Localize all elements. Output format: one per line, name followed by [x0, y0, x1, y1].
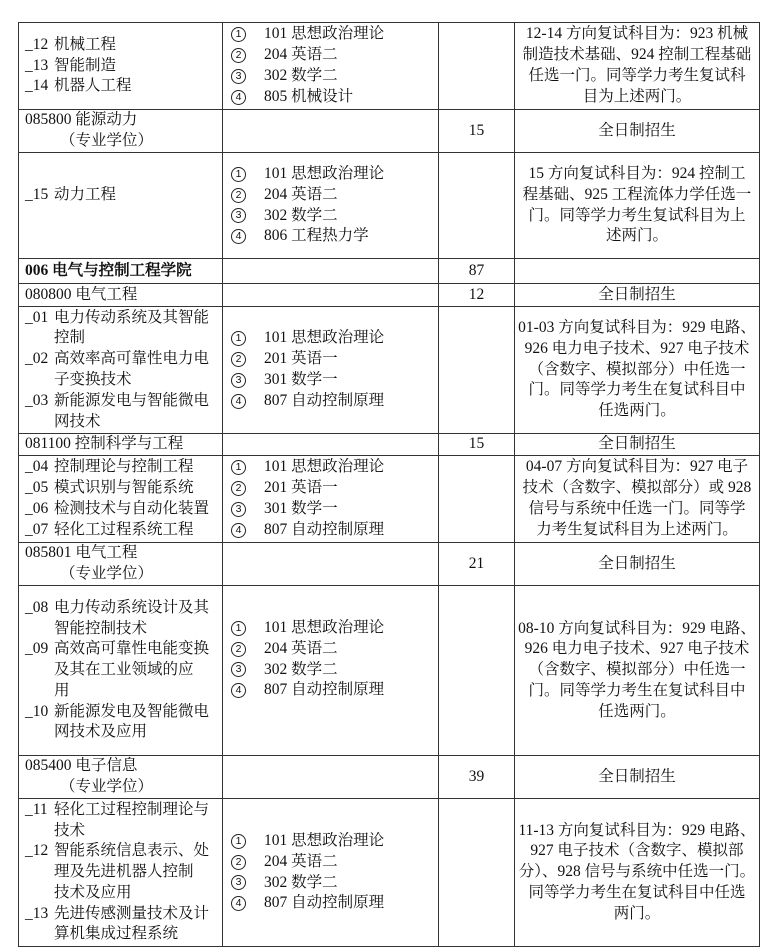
direction-name — [54, 349, 209, 391]
direction-name-line: 技术及应用 — [54, 883, 132, 901]
enrollment-count-cell — [439, 259, 515, 284]
directions-cell — [19, 586, 223, 756]
major-degree-type: （专业学位） — [60, 132, 154, 149]
notes-cell — [515, 284, 760, 307]
direction — [25, 904, 222, 946]
notes-cell — [515, 110, 760, 153]
direction — [25, 598, 222, 640]
note-line: 两门。 — [613, 904, 661, 922]
major-title: 080800 电气工程 — [25, 285, 138, 303]
subject-number: 1 — [231, 27, 246, 42]
exam-subject — [231, 45, 438, 66]
exam-subjects-cell — [223, 284, 439, 307]
school-cell — [19, 259, 223, 284]
direction-code: _07 — [25, 520, 49, 538]
note-line: 信号与系统中任选一门。同等学 — [528, 500, 746, 517]
note-line: 01-03 方向复试科目为：929 电路、 — [518, 319, 756, 336]
direction — [25, 349, 222, 391]
note-line: 述两门。 — [605, 227, 668, 245]
exam-subjects-cell — [223, 23, 439, 110]
direction-code: _12 — [25, 35, 49, 53]
direction-name-line: 动力工程 — [54, 186, 117, 204]
subject-number: 2 — [231, 352, 246, 367]
subject-name: 301 数学一 — [264, 500, 338, 517]
direction-code: _13 — [25, 904, 49, 922]
direction-name-line: 轻化工过程控制理论与 — [54, 800, 210, 818]
detail-row — [19, 307, 760, 434]
direction-code: _09 — [25, 640, 49, 658]
exam-subjects-cell — [223, 434, 439, 456]
direction-name — [54, 457, 194, 478]
direction-name — [54, 904, 209, 946]
direction-name — [54, 800, 209, 842]
exam-subjects-cell — [223, 756, 439, 799]
enrollment-count-cell — [439, 434, 515, 456]
exam-subjects-cell — [223, 259, 439, 284]
direction-name — [54, 520, 194, 541]
note-line: 门。同等学力考生在复试科目中 — [528, 681, 746, 699]
enrollment-count: 15 — [468, 121, 485, 139]
study-mode: 全日制招生 — [598, 285, 676, 303]
study-mode: 全日制招生 — [598, 554, 676, 572]
subject-number: 3 — [231, 373, 246, 388]
exam-subjects-cell — [223, 456, 439, 543]
direction-name-line: 算机集成过程系统 — [54, 925, 179, 943]
exam-subject — [231, 206, 438, 227]
notes-cell — [515, 799, 760, 947]
subject-number: 1 — [231, 167, 246, 182]
subject-number: 1 — [231, 460, 246, 475]
direction-name — [54, 478, 194, 499]
notes-cell — [515, 434, 760, 456]
note-line: 分）、928 信号与系统中任选一门。 — [518, 863, 756, 881]
notes-cell — [515, 586, 760, 756]
direction — [25, 520, 222, 541]
note-line: 技术（含数字、模拟部分）或 928 — [522, 479, 752, 497]
direction-name-line: 高效高可靠性电能变换 — [54, 640, 210, 658]
enrollment-count: 21 — [468, 554, 485, 572]
direction-name — [54, 499, 209, 520]
direction-name-line: 控制理论与控制工程 — [54, 458, 194, 476]
direction-name-line: 智能控制技术 — [54, 619, 148, 637]
enrollment-count-cell — [439, 110, 515, 153]
direction — [25, 478, 222, 499]
direction — [25, 457, 222, 478]
exam-subject — [231, 87, 438, 108]
direction-name — [54, 56, 116, 77]
subject-name: 302 数学二 — [264, 206, 338, 224]
enrollment-count-cell — [439, 307, 515, 434]
exam-subject — [231, 680, 438, 701]
direction-code: _10 — [25, 702, 49, 720]
direction-name — [54, 391, 209, 433]
direction-name-line: 新能源发电与智能微电 — [54, 391, 210, 409]
note-line: 任选一门。同等学力考生复试科 — [528, 67, 746, 84]
direction-code: _13 — [25, 56, 49, 74]
direction-name — [54, 598, 209, 640]
direction-code: _08 — [25, 598, 49, 616]
notes-cell — [515, 153, 760, 259]
note-line: （含数字、模拟部分）中任选一 — [528, 360, 746, 378]
exam-subject — [231, 391, 438, 412]
school-title: 006 电气与控制工程学院 — [25, 261, 192, 279]
direction-name — [54, 185, 116, 206]
note-line: 08-10 方向复试科目为：929 电路、 — [518, 619, 756, 637]
direction-name — [54, 841, 209, 903]
subject-name: 101 思想政治理论 — [264, 458, 385, 476]
exam-subjects-cell — [223, 307, 439, 434]
direction — [25, 499, 222, 520]
subject-name: 805 机械设计 — [264, 87, 354, 105]
note-line: 同等学力考生在复试科目中任选 — [528, 883, 746, 901]
direction-name — [54, 308, 209, 350]
direction-name-line: 电力传动系统设计及其 — [54, 598, 210, 616]
note-line: 11-13 方向复试科目为：929 电路、 — [518, 821, 756, 839]
notes-cell — [515, 259, 760, 284]
note-line: 力考生复试科目为上述两门。 — [536, 520, 738, 538]
directions-cell — [19, 23, 223, 110]
exam-subject — [231, 831, 438, 852]
detail-row — [19, 799, 760, 947]
direction-name-line: 子变换技术 — [54, 371, 132, 388]
direction-name-line: 新能源发电及智能微电 — [54, 702, 210, 720]
exam-subject — [231, 226, 438, 247]
direction — [25, 35, 222, 56]
subject-number: 3 — [231, 662, 246, 677]
enrollment-count-cell — [439, 756, 515, 799]
note-line: 任选两门。 — [598, 702, 676, 720]
exam-subject — [231, 164, 438, 185]
subject-number: 1 — [231, 834, 246, 849]
subject-name: 806 工程热力学 — [264, 227, 369, 245]
direction-name-line: 先进传感测量技术及计 — [54, 904, 210, 922]
school-row — [19, 259, 760, 284]
exam-subjects-cell — [223, 153, 439, 259]
direction-name-line: 控制 — [54, 329, 86, 347]
direction-name-line: 检测技术与自动化装置 — [54, 500, 210, 517]
direction-name-line: 网技术及应用 — [54, 723, 148, 741]
direction-code: _12 — [25, 842, 49, 860]
subject-number: 4 — [231, 523, 246, 538]
subject-name: 301 数学一 — [264, 371, 338, 388]
subject-name: 807 自动控制原理 — [264, 520, 385, 538]
exam-subject — [231, 185, 438, 206]
subject-name: 204 英语二 — [264, 46, 338, 64]
direction-name — [54, 702, 209, 744]
direction — [25, 639, 222, 701]
detail-row — [19, 23, 760, 110]
notes-cell — [515, 23, 760, 110]
exam-subject — [231, 499, 438, 520]
subject-number: 3 — [231, 875, 246, 890]
major-cell — [19, 543, 223, 586]
exam-subject — [231, 660, 438, 681]
subject-name: 302 数学二 — [264, 660, 338, 678]
major-cell — [19, 284, 223, 307]
note-line: （含数字、模拟部分）中任选一 — [528, 661, 746, 679]
direction-code: _03 — [25, 391, 49, 409]
subject-name: 101 思想政治理论 — [264, 25, 385, 43]
exam-subject — [231, 893, 438, 914]
exam-subject — [231, 852, 438, 873]
notes-cell — [515, 456, 760, 543]
direction-code: _04 — [25, 458, 49, 476]
enrollment-count-cell — [439, 23, 515, 110]
direction-code: _05 — [25, 479, 49, 497]
subject-name: 101 思想政治理论 — [264, 164, 385, 182]
study-mode: 全日制招生 — [598, 767, 676, 785]
direction — [25, 841, 222, 903]
exam-subjects-cell — [223, 799, 439, 947]
subject-name: 204 英语二 — [264, 852, 338, 870]
direction-code: _01 — [25, 308, 49, 326]
major-title: 085800 能源动力 — [25, 111, 138, 129]
exam-subjects-cell — [223, 543, 439, 586]
subject-number: 4 — [231, 229, 246, 244]
subject-number: 2 — [231, 855, 246, 870]
subject-number: 4 — [231, 683, 246, 698]
direction-name-line: 模式识别与智能系统 — [54, 479, 194, 497]
note-line: 制造技术基础、924 控制工程基础 — [522, 46, 752, 64]
subject-name: 302 数学二 — [264, 873, 338, 891]
direction-name-line: 电力传动系统及其智能 — [54, 308, 210, 326]
subject-number: 3 — [231, 502, 246, 517]
note-line: 门。同等学力考生复试科目为上 — [528, 206, 746, 224]
subject-number: 4 — [231, 394, 246, 409]
note-line: 程基础、925 工程流体力学任选一 — [522, 185, 752, 203]
detail-row — [19, 456, 760, 543]
major-degree-type: （专业学位） — [60, 778, 154, 795]
enrollment-count-cell — [439, 543, 515, 586]
enrollment-count-cell — [439, 456, 515, 543]
admissions-catalog-table — [18, 22, 760, 947]
subject-number: 2 — [231, 188, 246, 203]
direction-name-line: 及其在工业领域的应 — [54, 661, 194, 679]
exam-subject — [231, 478, 438, 499]
subject-number: 1 — [231, 621, 246, 636]
directions-cell — [19, 153, 223, 259]
subject-name: 807 自动控制原理 — [264, 681, 385, 699]
exam-subjects-cell — [223, 586, 439, 756]
major-row — [19, 284, 760, 307]
direction-name — [54, 639, 209, 701]
subject-name: 204 英语二 — [264, 639, 338, 657]
detail-row — [19, 153, 760, 259]
subject-name: 201 英语一 — [264, 350, 338, 368]
note-line: 15 方向复试科目为：924 控制工 — [528, 164, 746, 182]
direction — [25, 800, 222, 842]
direction-name-line: 智能系统信息表示、处 — [54, 842, 210, 860]
direction — [25, 391, 222, 433]
exam-subject — [231, 618, 438, 639]
subject-number: 2 — [231, 642, 246, 657]
directions-cell — [19, 307, 223, 434]
directions-cell — [19, 799, 223, 947]
subject-number: 4 — [231, 90, 246, 105]
direction-name-line: 网技术 — [54, 412, 101, 430]
enrollment-count-cell — [439, 284, 515, 307]
direction-name-line: 轻化工过程系统工程 — [54, 520, 194, 538]
major-title: 081100 控制科学与工程 — [25, 435, 184, 453]
notes-cell — [515, 756, 760, 799]
exam-subjects-cell — [223, 110, 439, 153]
exam-subject — [231, 873, 438, 894]
direction-name-line: 机械工程 — [54, 35, 117, 53]
notes-cell — [515, 543, 760, 586]
exam-subject — [231, 639, 438, 660]
direction-name-line: 技术 — [54, 821, 86, 839]
direction — [25, 56, 222, 77]
subject-name: 204 英语二 — [264, 185, 338, 203]
major-row — [19, 110, 760, 153]
direction — [25, 185, 222, 206]
subject-name: 302 数学二 — [264, 67, 338, 84]
subject-name: 201 英语一 — [264, 479, 338, 497]
major-cell — [19, 110, 223, 153]
direction-name-line: 用 — [54, 681, 70, 699]
exam-subject — [231, 370, 438, 391]
exam-subject — [231, 24, 438, 45]
exam-subject — [231, 457, 438, 478]
enrollment-count-cell — [439, 799, 515, 947]
direction-code: _14 — [25, 77, 49, 95]
note-line: 12-14 方向复试科目为：923 机械 — [525, 25, 749, 43]
enrollment-count: 39 — [468, 767, 485, 785]
study-mode: 全日制招生 — [598, 121, 676, 139]
detail-row — [19, 586, 760, 756]
direction-code: _15 — [25, 186, 49, 204]
direction-name-line: 高效率高可靠性电力电 — [54, 350, 210, 368]
major-row — [19, 434, 760, 456]
exam-subject — [231, 328, 438, 349]
notes-cell — [515, 307, 760, 434]
enrollment-count: 87 — [468, 261, 485, 279]
directions-cell — [19, 456, 223, 543]
subject-name: 101 思想政治理论 — [264, 618, 385, 636]
enrollment-count: 12 — [468, 285, 485, 303]
note-line: 927 电子技术（含数字、模拟部 — [530, 842, 744, 860]
major-cell — [19, 756, 223, 799]
direction-code: _02 — [25, 350, 49, 368]
subject-number: 2 — [231, 48, 246, 63]
note-line: 926 电力电子技术、927 电子技术 — [524, 640, 750, 658]
note-line: 04-07 方向复试科目为：927 电子 — [525, 458, 749, 476]
subject-name: 101 思想政治理论 — [264, 329, 385, 347]
direction-name-line: 智能制造 — [54, 56, 117, 74]
major-row — [19, 756, 760, 799]
subject-name: 807 自动控制原理 — [264, 391, 385, 409]
major-title: 085801 电气工程 — [25, 544, 138, 562]
subject-number: 3 — [231, 208, 246, 223]
direction-name — [54, 35, 116, 56]
subject-number: 3 — [231, 69, 246, 84]
note-line: 门。同等学力考生在复试科目中 — [528, 381, 746, 399]
major-title: 085400 电子信息 — [25, 757, 138, 775]
direction — [25, 702, 222, 744]
subject-number: 1 — [231, 331, 246, 346]
direction-name-line: 机器人工程 — [54, 77, 132, 95]
exam-subject — [231, 349, 438, 370]
subject-name: 101 思想政治理论 — [264, 831, 385, 849]
direction-code: _11 — [25, 800, 48, 818]
major-row — [19, 543, 760, 586]
direction — [25, 76, 222, 97]
major-degree-type: （专业学位） — [60, 565, 154, 582]
note-line: 目为上述两门。 — [582, 87, 692, 105]
enrollment-count-cell — [439, 153, 515, 259]
subject-number: 2 — [231, 481, 246, 496]
note-line: 926 电力电子技术、927 电子技术 — [524, 339, 750, 357]
study-mode: 全日制招生 — [598, 435, 676, 453]
direction-name-line: 理及先进机器人控制 — [54, 863, 194, 881]
exam-subject — [231, 520, 438, 541]
direction-name — [54, 76, 132, 97]
enrollment-count: 15 — [468, 435, 485, 453]
direction-code: _06 — [25, 500, 49, 517]
note-line: 任选两门。 — [598, 402, 676, 420]
enrollment-count-cell — [439, 586, 515, 756]
exam-subject — [231, 66, 438, 87]
major-cell — [19, 434, 223, 456]
direction — [25, 308, 222, 350]
subject-number: 4 — [231, 896, 246, 911]
subject-name: 807 自动控制原理 — [264, 894, 385, 912]
